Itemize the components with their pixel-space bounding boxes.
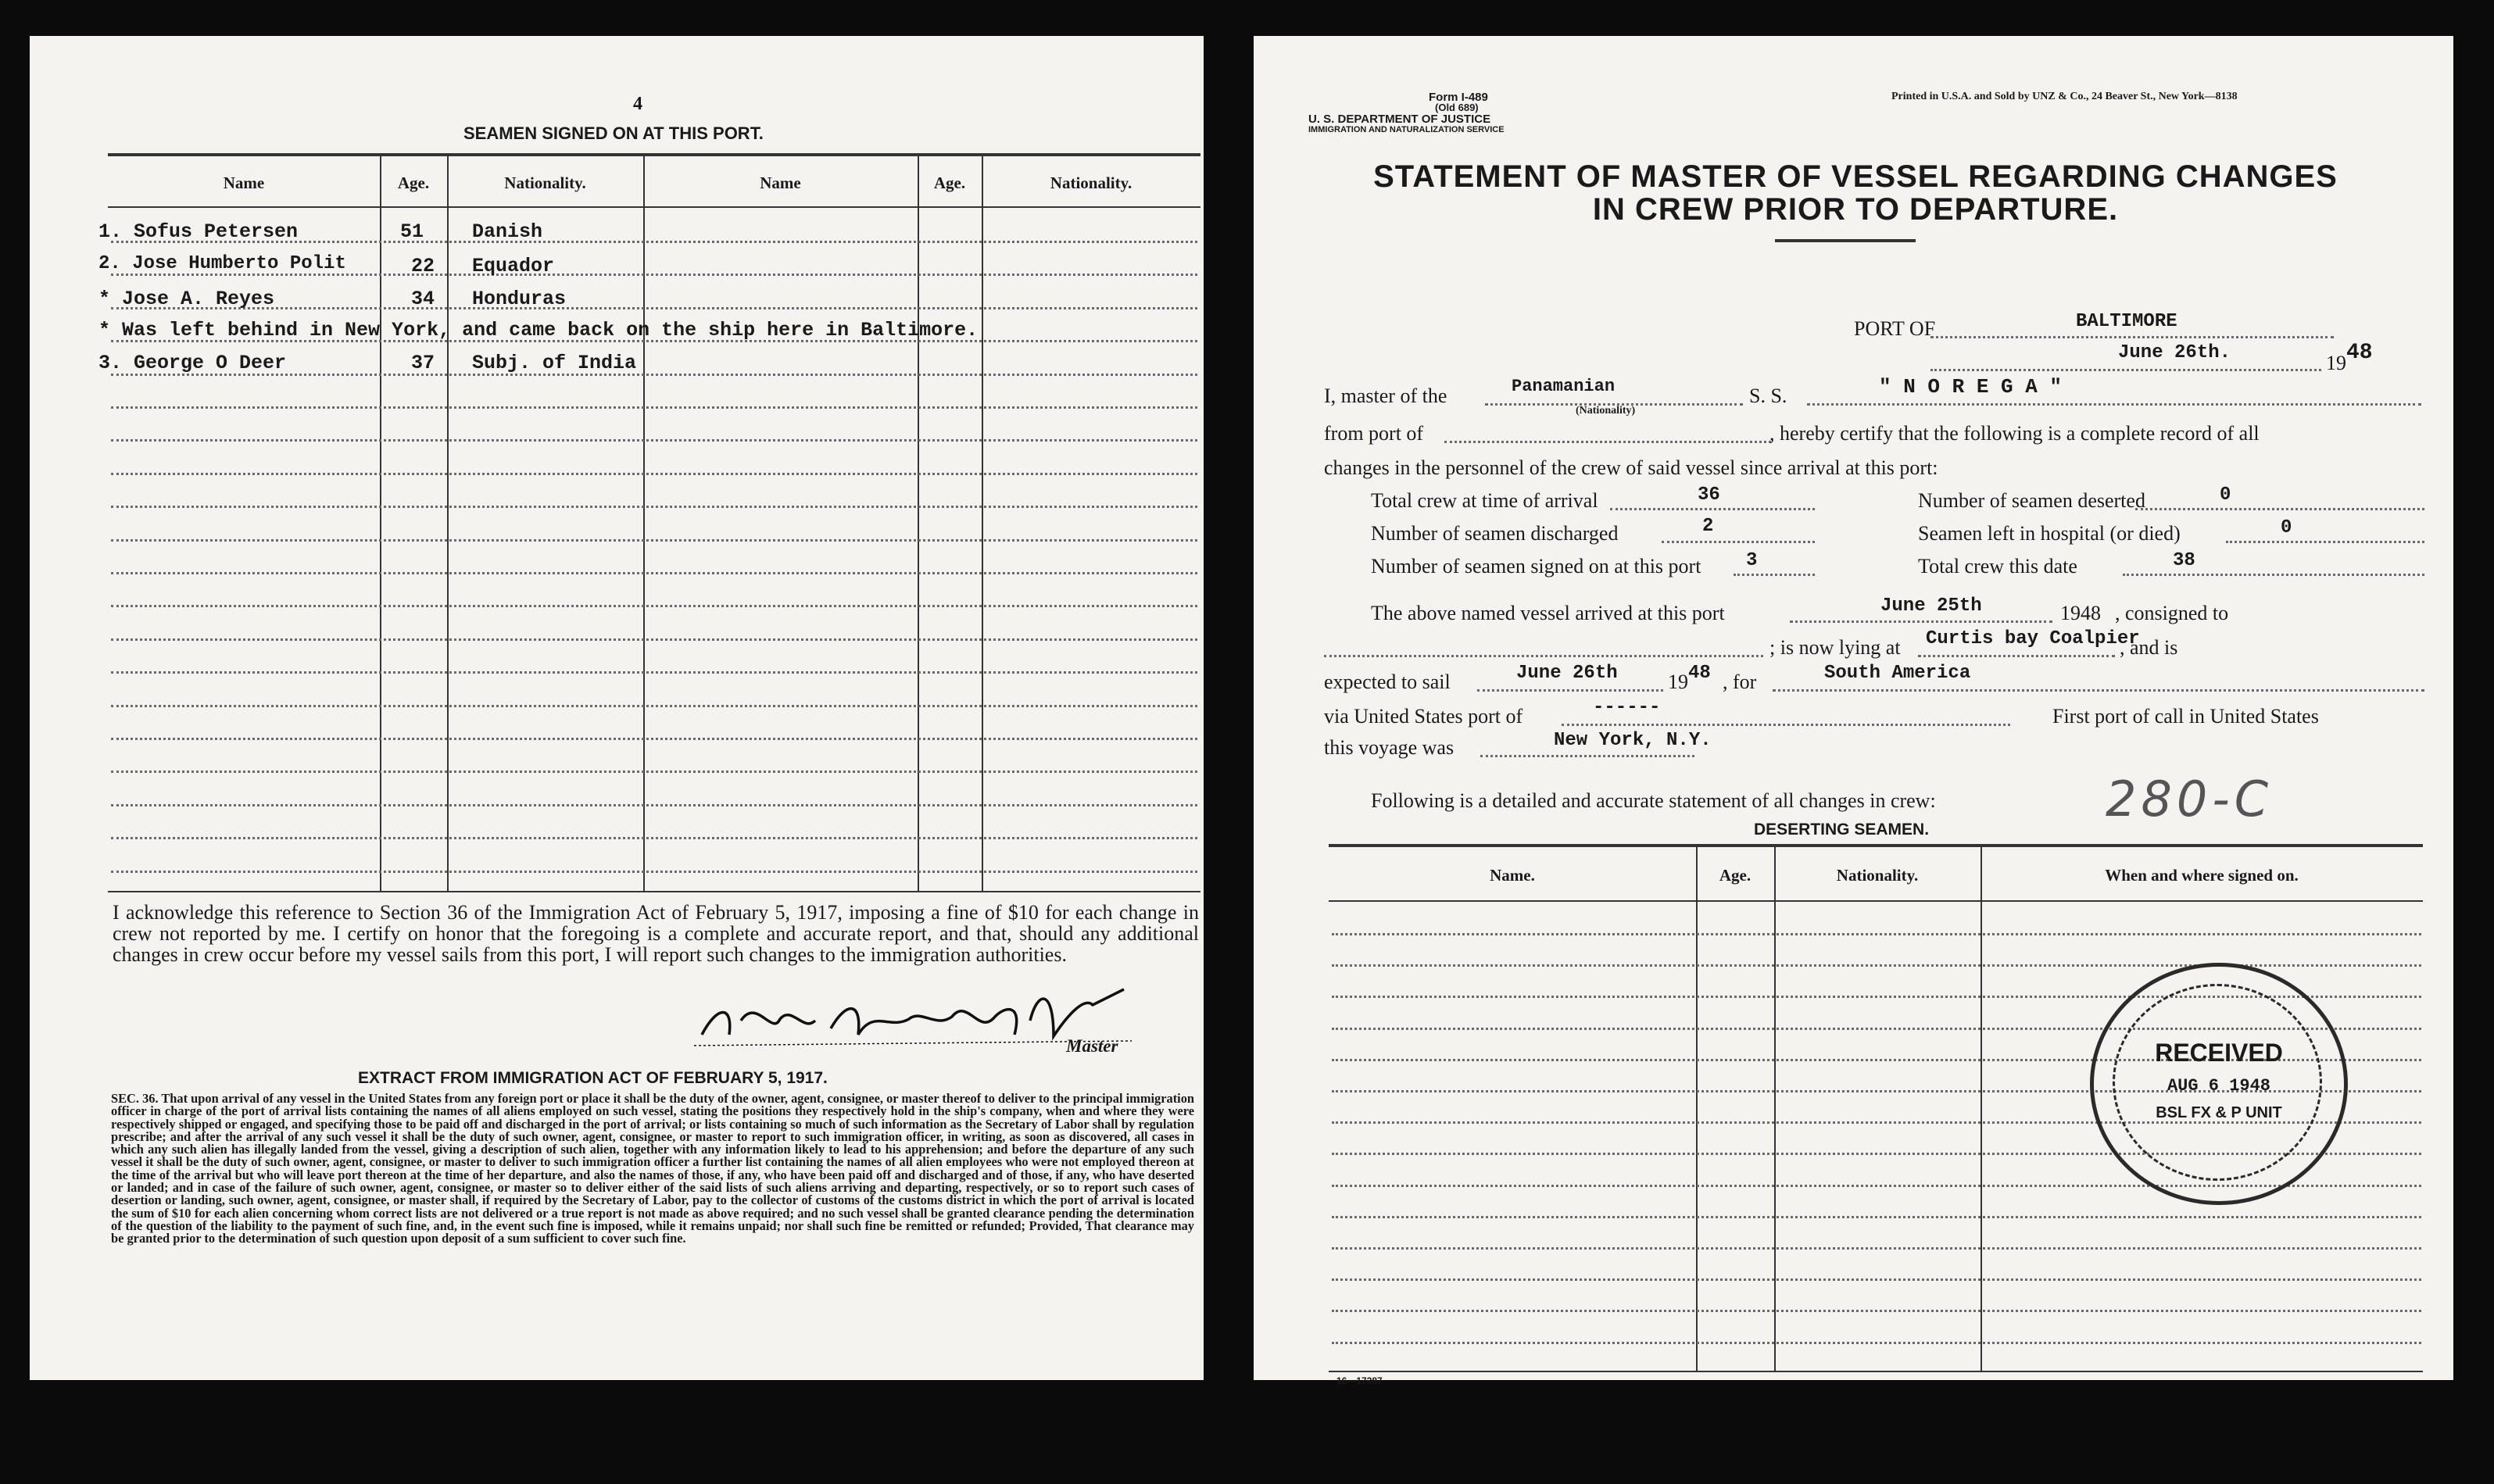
row-4-nationality: Subj. of India bbox=[472, 352, 637, 374]
desert-col-divider bbox=[1981, 846, 1982, 1371]
row-rule bbox=[111, 473, 1197, 475]
desert-table-header-rule bbox=[1329, 900, 2423, 902]
voyage-label: this voyage was bbox=[1324, 736, 1455, 759]
handwritten-code: 280-C bbox=[2106, 771, 2274, 828]
desert-header-nationality: Nationality. bbox=[1836, 866, 1919, 885]
col-divider bbox=[447, 155, 449, 892]
stat-deserted-label: Number of seamen deserted bbox=[1918, 489, 2145, 512]
port-value: BALTIMORE bbox=[2076, 311, 2177, 332]
stat-hospital-value: 0 bbox=[2281, 517, 2292, 538]
header-age: Age. bbox=[397, 173, 430, 192]
row-4-name: 3. George O Deer bbox=[98, 352, 287, 374]
row-rule bbox=[111, 771, 1197, 773]
ship-name: " N O R E G A " bbox=[1879, 375, 2063, 399]
row-rule bbox=[111, 506, 1197, 508]
year-value: 48 bbox=[2346, 341, 2373, 365]
header-nationality-2: Nationality. bbox=[1050, 173, 1132, 192]
desert-header-name: Name. bbox=[1490, 866, 1535, 885]
service-name: IMMIGRATION AND NATURALIZATION SERVICE bbox=[1308, 125, 1505, 134]
right-page bbox=[1254, 36, 2453, 1386]
desert-table-bottom bbox=[1329, 1371, 2423, 1372]
for-label: , for bbox=[1723, 670, 1757, 693]
table-top-rule bbox=[108, 153, 1200, 156]
for-line bbox=[1773, 689, 2424, 692]
via-label: via United States port of bbox=[1324, 705, 1523, 728]
row-rule bbox=[111, 605, 1197, 607]
form-title-line2: IN CREW PRIOR TO DEPARTURE. bbox=[1592, 192, 2119, 227]
row-3-age: 34 bbox=[411, 288, 435, 310]
row-1-nationality: Danish bbox=[472, 220, 543, 243]
stat-line bbox=[1662, 541, 1815, 543]
desert-row-rule bbox=[1332, 1216, 2421, 1218]
desert-col-divider bbox=[1696, 846, 1698, 1371]
row-1-name: 1. Sofus Petersen bbox=[98, 220, 299, 243]
from-port-line bbox=[1444, 441, 1771, 443]
desert-table-top bbox=[1329, 844, 2423, 847]
section-title: SEAMEN SIGNED ON AT THIS PORT. bbox=[463, 123, 764, 143]
row-rule bbox=[111, 705, 1197, 707]
sail-year-prefix: 19 bbox=[1668, 670, 1688, 693]
extract-text: SEC. 36. That upon arrival of any vessel in the United States from any foreign port or place it shall be the duty of the owner, agent, consignee, or master thereof to deliver to the principal immigration officer in charge of the port of arrival lists containing the names of all aliens employed on such vessel, stating the positions they respectively hold in the ship's company, when and where they were respectively shipped or engaged, and specifying those to be paid off and discharged in the port of arrival; or lists containing so much of such information as the Secretary of Labor shall by regulation prescribe; and after the arrival of any such vessel it shall be the duty of such owner, agent, consignee, or master to report to such immigration officer, in writing, as soon as discovered, all cases in which any such alien has illegally landed from the vessel, giving a description of such alien, together with any information likely to lead to his apprehension; and before the departure of any such vessel it shall be the duty of such owner, agent, consignee, or master to deliver to such immigration officer a further list containing the names of all alien employees who were not employed thereon at the time of the arrival but who will leave port thereon at the time of her departure, and also the names of those, if any, who have been paid off and discharged and of those, if any, who have deserted or landed; and in case of the failure of such owner, agent, consignee, or master so to deliver either of the said lists of such aliens arriving and departing, respectively, or so to report such cases of desertion or landing, such owner, agent, consignee, or master shall, if required by the Secretary of Labor, pay to the collector of customs of the customs district in which the port of arrival is located the sum of $10 for each alien concerning whom correct lists are not delivered or a true report is not made as above required; and no such vessel shall be granted clearance pending the determination of the question of the liability to the payment of such fine, and, in the event such fine is imposed, while it remains unpaid; nor shall such fine be remitted or refunded; Provided, That clearance may be granted prior to the determination of such question upon deposit of a sum sufficient to cover such fine. bbox=[111, 1091, 1195, 1246]
left-page bbox=[30, 36, 1204, 1380]
for-value: South America bbox=[1824, 663, 1971, 684]
master-label: Master bbox=[1066, 1036, 1118, 1056]
stamp-received: RECEIVED bbox=[2155, 1039, 2283, 1067]
sail-year: 48 bbox=[1688, 663, 1711, 684]
ss-label: S. S. bbox=[1749, 384, 1787, 407]
header-name: Name bbox=[223, 173, 265, 192]
col-divider bbox=[380, 155, 381, 892]
form-title-line1: STATEMENT OF MASTER OF VESSEL REGARDING CHANGES bbox=[1373, 159, 2338, 194]
certify-text: , hereby certify that the following is a complete record of all bbox=[1769, 422, 2260, 445]
row-2-name: 2. Jose Humberto Polit bbox=[98, 253, 346, 274]
stamp-unit: BSL FX & P UNIT bbox=[2156, 1104, 2282, 1121]
col-divider bbox=[982, 155, 983, 892]
row-rule bbox=[111, 738, 1197, 740]
row-rule bbox=[111, 671, 1197, 674]
printed-note: Printed in U.S.A. and Sold by UNZ & Co., 24 Beaver St., New York—8138 bbox=[1891, 91, 2238, 102]
lying-line bbox=[1918, 655, 2115, 657]
stat-line bbox=[1734, 574, 1815, 576]
date-line bbox=[1930, 369, 2321, 371]
stat-total-date-label: Total crew this date bbox=[1918, 555, 2077, 578]
row-rule bbox=[111, 837, 1197, 839]
row-rule bbox=[111, 572, 1197, 574]
stat-line bbox=[2226, 541, 2424, 543]
header-name-2: Name bbox=[760, 173, 801, 192]
port-label: PORT OF bbox=[1854, 317, 1936, 340]
arrived-line bbox=[1790, 620, 2052, 623]
department-name: U. S. DEPARTMENT OF JUSTICE bbox=[1308, 113, 1491, 126]
stat-signed-on-label: Number of seamen signed on at this port bbox=[1371, 555, 1701, 578]
desert-row-rule bbox=[1332, 1247, 2421, 1250]
stat-line bbox=[2135, 508, 2424, 510]
form-number: Form I-489 bbox=[1429, 91, 1488, 104]
and-is-label: , and is bbox=[2120, 636, 2178, 659]
date-value: June 26th. bbox=[2118, 342, 2231, 363]
master-of-label: I, master of the bbox=[1324, 384, 1447, 407]
voyage-line bbox=[1480, 755, 1694, 757]
stat-total-arrival-label: Total crew at time of arrival bbox=[1371, 489, 1598, 512]
stat-total-arrival-value: 36 bbox=[1698, 485, 1720, 506]
sail-label: expected to sail bbox=[1324, 670, 1451, 693]
desert-row-rule bbox=[1332, 1310, 2421, 1312]
year-prefix: 19 bbox=[2326, 352, 2346, 374]
desert-header-age: Age. bbox=[1719, 866, 1752, 885]
first-port-label: First port of call in United States bbox=[2052, 705, 2319, 728]
table-bottom-rule bbox=[108, 891, 1200, 892]
sail-value: June 26th bbox=[1516, 663, 1618, 684]
changes-text: changes in the personnel of the crew of said vessel since arrival at this port: bbox=[1324, 456, 1938, 479]
from-port-label: from port of bbox=[1324, 422, 1424, 445]
stamp-date: AUG 6 1948 bbox=[2167, 1076, 2271, 1096]
col-divider bbox=[918, 155, 919, 892]
stat-line bbox=[1610, 508, 1815, 510]
deserting-title: DESERTING SEAMEN. bbox=[1754, 821, 1930, 839]
arrived-value: June 25th bbox=[1880, 595, 1982, 617]
stat-discharged-value: 2 bbox=[1702, 516, 1714, 537]
stat-line bbox=[2123, 574, 2424, 576]
desert-row-rule bbox=[1332, 1342, 2421, 1344]
desert-row-rule bbox=[1332, 1278, 2421, 1281]
footer-code: 16—17387 bbox=[1336, 1375, 1383, 1386]
consigned-label: , consigned to bbox=[2115, 602, 2229, 624]
page-number: 4 bbox=[633, 94, 642, 114]
table-header-rule bbox=[108, 206, 1200, 208]
row-rule bbox=[111, 539, 1197, 542]
col-divider bbox=[643, 155, 645, 892]
consignee-line bbox=[1324, 655, 1763, 657]
voyage-value: New York, N.Y. bbox=[1554, 730, 1712, 751]
following-text: Following is a detailed and accurate statement of all changes in crew: bbox=[1371, 789, 1936, 812]
desert-header-signed-on: When and where signed on. bbox=[2105, 866, 2299, 885]
row-rule bbox=[111, 439, 1197, 442]
stat-discharged-label: Number of seamen discharged bbox=[1371, 522, 1619, 545]
stat-hospital-label: Seamen left in hospital (or died) bbox=[1918, 522, 2181, 545]
row-1-age: 51 bbox=[400, 220, 424, 243]
acknowledgement-text: I acknowledge this reference to Section 36 of the Immigration Act of February 5, 1917, imposing a fine of $10 for each change in crew not reported by me. I certify on honor that the foregoing is a complete and accurate report, and that, should any additional changes in crew occur before my vessel sails from this port, I will report such changes to the immigration authorities. bbox=[113, 901, 1199, 966]
title-rule bbox=[1775, 239, 1916, 242]
desert-col-divider bbox=[1774, 846, 1776, 1371]
via-line bbox=[1562, 724, 2010, 726]
arrived-year: 1948 bbox=[2060, 602, 2101, 624]
header-age-2: Age. bbox=[933, 173, 966, 192]
row-4-age: 37 bbox=[411, 352, 435, 374]
sail-line bbox=[1477, 689, 1663, 692]
form-old-number: (Old 689) bbox=[1435, 102, 1479, 113]
received-stamp bbox=[2090, 963, 2348, 1205]
lying-label: ; is now lying at bbox=[1769, 636, 1901, 659]
lying-value: Curtis bay Coalpier bbox=[1926, 628, 2140, 649]
extract-title: EXTRACT FROM IMMIGRATION ACT OF FEBRUARY 5, 1917. bbox=[358, 1069, 828, 1087]
row-rule bbox=[111, 638, 1197, 641]
nationality-value: Panamanian bbox=[1512, 377, 1616, 396]
row-3-nationality: Honduras bbox=[472, 288, 567, 310]
row-rule bbox=[111, 406, 1197, 409]
via-value: ------ bbox=[1593, 697, 1661, 718]
stat-total-date-value: 38 bbox=[2173, 550, 2195, 571]
ship-name-line bbox=[1807, 403, 2421, 406]
stat-deserted-value: 0 bbox=[2220, 485, 2231, 506]
row-2-nationality: Equador bbox=[472, 255, 555, 277]
arrived-label: The above named vessel arrived at this port bbox=[1371, 602, 1725, 624]
desert-row-rule bbox=[1332, 964, 2421, 967]
port-line bbox=[1930, 336, 2334, 338]
stat-signed-on-value: 3 bbox=[1746, 550, 1758, 571]
nationality-caption: (Nationality) bbox=[1576, 405, 1636, 417]
row-rule bbox=[111, 871, 1197, 873]
note-text: * Was left behind in New York, and came back on the ship here in Baltimore. bbox=[98, 319, 979, 341]
header-nationality: Nationality. bbox=[504, 173, 586, 192]
row-2-age: 22 bbox=[411, 255, 435, 277]
row-3-name: * Jose A. Reyes bbox=[98, 288, 275, 310]
desert-row-rule bbox=[1332, 933, 2421, 935]
row-rule bbox=[111, 804, 1197, 806]
